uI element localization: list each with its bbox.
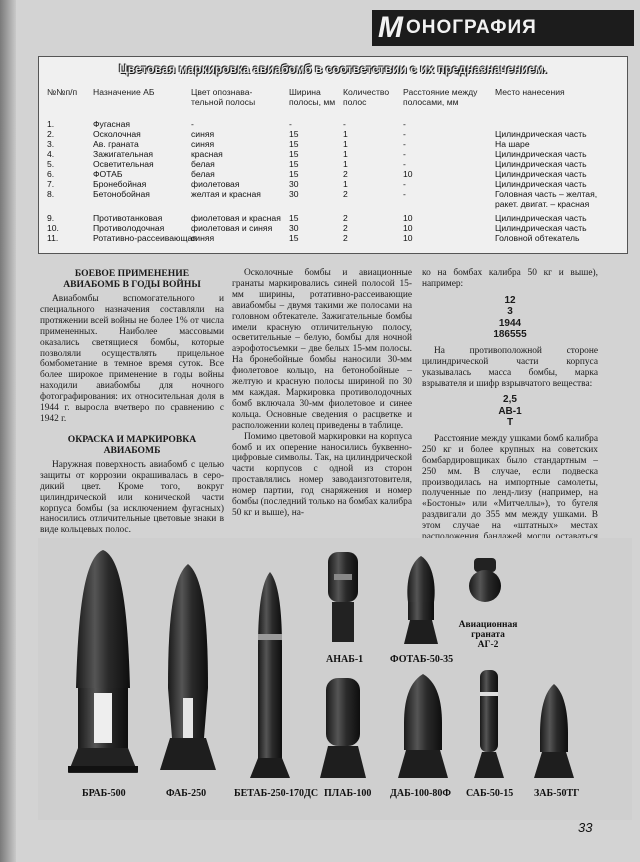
logo-letter: М xyxy=(378,11,404,44)
plab100-bomb xyxy=(320,678,366,778)
table-cell-dist: - xyxy=(403,119,406,129)
table-cell-color: белая xyxy=(191,159,215,169)
label-zab: ЗАБ-50ТГ xyxy=(534,788,580,799)
table-cell-count: 1 xyxy=(343,179,348,189)
table-cell-color: белая xyxy=(191,169,215,179)
table-cell-count: 1 xyxy=(343,159,348,169)
label-plab100: ПЛАБ-100 xyxy=(324,788,372,799)
table-cell-count: 1 xyxy=(343,129,348,139)
label-ag2-line-1: Авиационная xyxy=(458,620,518,630)
table-cell-dist: - xyxy=(403,149,406,159)
paragraph: Наружная поверхность авиабомб с целью защиты от коррозии окрашивалась в серо-дикий цвет. Кроме того, вокруг цилиндрической или конической части корпуса бомбы (за исключением фугасных) наносились отличительные цветовые знаки в виде кольцевых полос. xyxy=(40,459,224,536)
label-sab: САБ-50-15 xyxy=(466,788,514,799)
zab-bomb xyxy=(534,684,574,778)
table-cell-n: 8. xyxy=(47,189,55,199)
table-cell-dist: 10 xyxy=(403,223,413,233)
table-cell-width: 30 xyxy=(289,179,299,189)
table-cell-n: 9. xyxy=(47,213,55,223)
heading-combat-use xyxy=(40,268,224,290)
column-2 xyxy=(232,268,412,519)
table-cell-n: 11. xyxy=(47,233,59,243)
label-ag2-line-3: АГ-2 xyxy=(477,640,499,650)
paragraph: На противоположной стороне цилиндрической части корпуса указывалась масса бомбы, марка взрывателя и шифр взрывчатого вещества: xyxy=(422,345,598,389)
table-cell-dist: 10 xyxy=(403,233,413,243)
table-cell-place: Цилиндрическая часть xyxy=(495,223,587,233)
code-line: 186555 xyxy=(493,329,527,341)
table-cell-dist: - xyxy=(403,179,406,189)
table-cell-purpose: Ав. граната xyxy=(93,139,139,149)
table-cell-purpose: ФОТАБ xyxy=(93,169,123,179)
table-cell-count: 2 xyxy=(343,189,348,199)
table-cell-width: 15 xyxy=(289,233,299,243)
table-cell-color: - xyxy=(191,119,194,129)
table-cell-purpose: Ротативно-рассеивающая xyxy=(93,233,197,243)
marking-code-example-1 xyxy=(422,295,598,341)
table-cell-width: 15 xyxy=(289,159,299,169)
page-number: 33 xyxy=(578,820,593,835)
table-cell-count: 2 xyxy=(343,233,348,243)
table-cell-color: синяя xyxy=(191,139,215,149)
header-count-1: Количество xyxy=(343,87,390,97)
table-cell-place: Головной обтекатель xyxy=(495,233,580,243)
label-ag2-line-2: граната xyxy=(471,630,505,640)
heading-line-2: АВИАБОМБ В ГОДЫ ВОЙНЫ xyxy=(63,279,201,290)
heading-line-1: БОЕВОЕ ПРИМЕНЕНИЕ xyxy=(74,268,190,279)
code-line: 12 xyxy=(504,294,516,306)
table-cell-n: 5. xyxy=(47,159,55,169)
fotab-bomb xyxy=(404,556,438,644)
dab-bomb xyxy=(398,674,448,778)
code-line: 1944 xyxy=(498,317,522,329)
table-cell-purpose: Бронебойная xyxy=(93,179,147,189)
label-dab: ДАБ-100-80Ф xyxy=(390,788,451,799)
paragraph: ко на бомбах калибра 50 кг и выше), например: xyxy=(422,268,598,289)
label-anab1: АНАБ-1 xyxy=(326,654,364,665)
fab250-bomb xyxy=(160,564,216,770)
table-cell-n: 4. xyxy=(47,149,55,159)
table-cell-purpose: Бетонобойная xyxy=(93,189,150,199)
table-cell-place: На шаре xyxy=(495,139,530,149)
header-color-2: тельной полосы xyxy=(191,97,256,107)
heading-painting xyxy=(40,434,224,456)
table-cell-dist: - xyxy=(403,139,406,149)
paragraph: Авиабомбы вспомогательного и специального назначения составляли на протяжении всей войны не более 1% от числа примененных. Наиболее массовыми оказались светящиеся бомбы, которые позволяли осуществлять прицельное бомбометание в темное время суток. Все более широкое применение в годы войны находили авиабомбы для ночного фотографирования: их относительная доля в 1944 г. выросла вчетверо по сравнению с 1942 г. xyxy=(40,294,224,424)
column-1 xyxy=(40,268,224,536)
table-title: Цветовая маркировка авиабомб в соответствии с их предназначением. xyxy=(118,62,548,76)
table-cell-place: Головная часть – желтая, xyxy=(495,189,598,199)
sab-bomb xyxy=(474,670,504,778)
table-cell-dist: 10 xyxy=(403,213,413,223)
table-cell-color: желтая и красная xyxy=(191,189,261,199)
table-cell-n: 10. xyxy=(47,223,59,233)
table-cell-purpose: Зажигательная xyxy=(93,149,154,159)
anab1-bomb xyxy=(328,552,358,642)
table-cell-width: 15 xyxy=(289,213,299,223)
header-color-1: Цвет опознава- xyxy=(191,87,253,97)
label-fotab: ФОТАБ-50-35 xyxy=(390,654,454,665)
header-num: №№п/п xyxy=(47,87,78,97)
table-cell-color: фиолетовая и красная xyxy=(191,213,281,223)
table-cell-color: красная xyxy=(191,149,223,159)
table-cell-purpose: Фугасная xyxy=(93,119,131,129)
table-cell-count: 2 xyxy=(343,169,348,179)
column-3 xyxy=(422,268,598,565)
paragraph: Осколочные бомбы и авиационные гранаты маркировались синей полосой 15-мм ширины, ротативно-рассеивающие авиабомбы – двумя такими же полосами на головном обтекателе. Зажигательные бомбы имели красную отличительную полосу, осветительные – белую, бомбы для ночной аэрофотосъемки – две белых 15-мм полосы. На бронебойные бомбы наносили 30-мм фиолетовое кольцо, на бетонобойные – желтую и красную полосы шириной по 30 мм каждая. Маркировка противолодочных бомб включала 30-мм фиолетовое и синее кольца. Основные сведения о расцветке и расположении колец приведены в таблице. xyxy=(232,268,412,431)
table-cell-count: - xyxy=(343,119,346,129)
code-line: АВ-1 xyxy=(498,405,522,417)
table-cell-width: 15 xyxy=(289,149,299,159)
section-logo xyxy=(372,10,634,46)
betab-bomb xyxy=(250,572,290,778)
table-cell-color: синяя xyxy=(191,129,215,139)
bombs-drawing xyxy=(38,538,632,820)
header-dist-1: Расстояние между xyxy=(403,87,478,97)
table-cell-place: Цилиндрическая часть xyxy=(495,129,587,139)
table-cell-place-line2: ракет. двигат. – красная xyxy=(495,199,590,209)
table-cell-dist: 10 xyxy=(403,169,413,179)
paragraph: Расстояние между ушками бомб калибра 250 кг и более крупных на советских бомбардировщиках было стандартным – 250 мм. В случае, если подвеска производилась на импортные самолеты, полученные по ленд-лизу (например, на «Бостоны» или «Митчеллы»), то бугеля раздвигали до 355 мм между ушками. В этом случае на «штатных» местах xyxy=(422,433,598,532)
table-cell-n: 2. xyxy=(47,129,55,139)
table-cell-count: 1 xyxy=(343,149,348,159)
table-cell-purpose: Противолодочная xyxy=(93,223,165,233)
table-cell-width: - xyxy=(289,119,292,129)
binding-shadow xyxy=(0,0,16,862)
table-cell-n: 3. xyxy=(47,139,55,149)
table-cell-count: 2 xyxy=(343,213,348,223)
table-cell-n: 1. xyxy=(47,119,55,129)
header-place: Место нанесения xyxy=(495,87,565,97)
table-cell-width: 15 xyxy=(289,129,299,139)
header-dist-2: полосами, мм xyxy=(403,97,459,107)
header-width-1: Ширина xyxy=(289,87,321,97)
header-count-2: полос xyxy=(343,97,367,107)
table-cell-dist: - xyxy=(403,189,406,199)
ag2-grenade xyxy=(469,558,501,602)
paragraph: Помимо цветовой маркировки на корпуса бомб и их оперение наносились буквенно-цифровые символы. Так, на цилиндрической части корпусов с одной из сторон проставлялись номер заводаизготовителя, номер партии, год снаряжения и номер бомбы (последний только на бомбах калибра 50 кг и выше), на- xyxy=(232,431,412,518)
marking-table xyxy=(38,56,628,254)
table-cell-n: 6. xyxy=(47,169,55,179)
table-cell-width: 30 xyxy=(289,189,299,199)
table-cell-dist: - xyxy=(403,129,406,139)
table-cell-width: 15 xyxy=(289,169,299,179)
table-cell-count: 2 xyxy=(343,223,348,233)
table-cell-color: фиолетовая и синяя xyxy=(191,223,273,233)
table-cell-n: 7. xyxy=(47,179,55,189)
label-betab: БЕТАБ-250-170ДС xyxy=(234,788,319,799)
bombs-illustration xyxy=(38,538,632,820)
table-cell-width: 30 xyxy=(289,223,299,233)
table-cell-place: Цилиндрическая часть xyxy=(495,213,587,223)
code-line: Т xyxy=(506,417,514,429)
label-fab250: ФАБ-250 xyxy=(166,788,207,799)
table-cell-place: Цилиндрическая часть xyxy=(495,179,587,189)
label-brab500: БРАБ-500 xyxy=(82,788,126,799)
table-cell-purpose: Осветительная xyxy=(93,159,154,169)
table-cell-place: Цилиндрическая часть xyxy=(495,169,587,179)
label-ag2 xyxy=(458,620,518,650)
header-purpose: Назначение АБ xyxy=(93,87,155,97)
brab500-bomb xyxy=(68,550,138,773)
heading-line-1: ОКРАСКА И МАРКИРОВКА xyxy=(67,433,197,445)
code-line: 3 xyxy=(507,306,513,318)
table-cell-purpose: Противотанковая xyxy=(93,213,163,223)
table-cell-purpose: Осколочная xyxy=(93,129,141,139)
heading-line-2: АВИАБОМБ xyxy=(103,444,161,456)
table-cell-place: Цилиндрическая часть xyxy=(495,149,587,159)
table-cell-color: фиолетовая xyxy=(191,179,240,189)
logo-text: ОНОГРАФИЯ xyxy=(406,17,537,38)
table-cell-place: Цилиндрическая часть xyxy=(495,159,587,169)
table-cell-width: 15 xyxy=(289,139,299,149)
table-cell-count: 1 xyxy=(343,139,348,149)
code-line: 2,5 xyxy=(503,394,517,406)
marking-code-example-2 xyxy=(422,394,598,429)
table-cell-color: синяя xyxy=(191,233,215,243)
header-width-2: полосы, мм xyxy=(289,97,336,107)
table-cell-dist: - xyxy=(403,159,406,169)
